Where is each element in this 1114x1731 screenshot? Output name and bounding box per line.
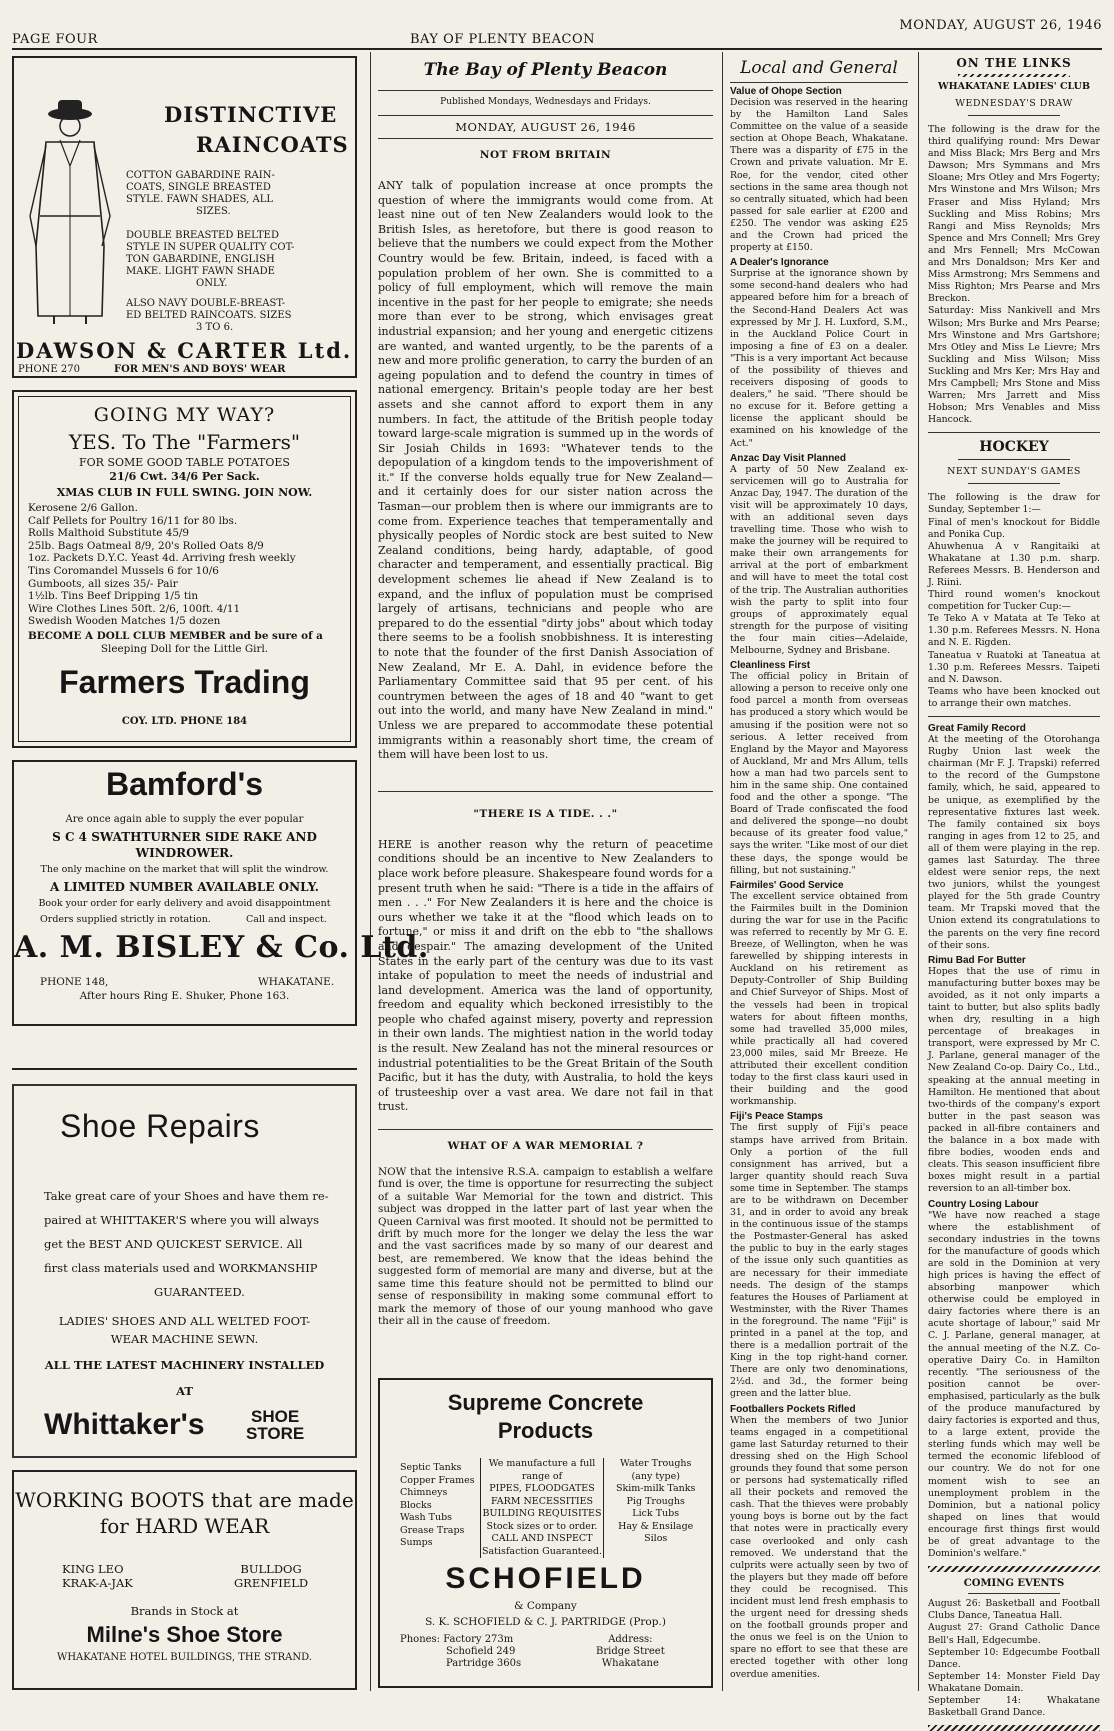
draw-text: Final of men's knockout for Biddle and Ponika Cup. <box>928 516 1100 540</box>
firm-name: Milne's Shoe Store <box>86 1622 283 1647</box>
page-number: PAGE FOUR <box>12 32 98 47</box>
event-item: September 14: Monster Field Day Whakatane Domain. <box>928 1670 1100 1694</box>
ad-text: Sleeping Doll for the Little Girl. <box>100 643 269 655</box>
ad-text: LADIES' SHOES AND ALL WELTED FOOT- <box>58 1314 311 1328</box>
ad-text: S C 4 SWATHTURNER SIDE RAKE AND <box>52 830 317 844</box>
ad-text: FOR SOME GOOD TABLE POTATOES <box>79 456 290 469</box>
column-rule <box>918 52 919 1691</box>
news-heading: Country Losing Labour <box>928 1198 1039 1210</box>
ad-text: Brands in Stock at <box>130 1604 239 1618</box>
ad-headline: DISTINCTIVE <box>164 102 338 127</box>
phone: PHONE 270 <box>18 364 80 375</box>
ad-headline: RAINCOATS <box>196 132 349 157</box>
news-paragraph: Surprise at the ignorance shown by some second-hand dealers who had appeared before him for a breach of the Second-Hand Dealers Act was expressed by Mr J. H. Luxford, S.M., in the Auckland Police Court in imposing a fine of £3 on a dealer. "This is a very important Act because of the possibility of thieves and receivers disposing of goods to dealers," he said. "There should be no excuse for it. Before getting a license the applicant should be examined on his knowledge of the Act." <box>730 268 908 449</box>
news-items <box>928 723 1100 1560</box>
ad-headline: WORKING BOOTS that are made <box>15 1488 354 1512</box>
news-heading: Value of Ohope Section <box>730 86 842 97</box>
ad-headline: YES. To The "Farmers" <box>68 430 301 454</box>
ad-text: The only machine on the market that will split the windrow. <box>40 864 329 875</box>
news-paragraph: A party of 50 New Zealand ex-servicemen will go to Australia for Anzac Day, 1947. The duration of the visit will be approximately 10 days, with an additional seven days travelling time. Those who wish to make the journey will be required to make their own arrangements for arrival at the port of embarkment and will have to meet the total cost of the trip. The Australian authorities wish the party to split into four groups of approximately equal strength for the purpose of visiting the four main cities—Adelaide, Melbourne, Sydney and Brisbane. <box>730 463 908 657</box>
ad-text: AT <box>176 1384 193 1398</box>
ad-headline: GOING MY WAY? <box>93 404 276 426</box>
news-paragraph: When the members of two Junior teams engaged in a competitional game last Saturday returned to their dressing shed on the High School grounds they found that some person or persons had systematically rifled all their pockets and removed the cash. That the thieves were probably young boys is borne out by the fact that notes were in practically every case overlooked and only cash removed. We understand that the culprits were actually seen by two of the players but they made off before they could be recognised. This incident must lend fresh emphasis to the urgent need for dressing sheds on the football grounds proper and the onus we feel is on the Union to spare no effort to see that these are erected together with other long overdue amenities. <box>730 1414 908 1680</box>
ad-text: Book your order for early delivery and avoid disappointment <box>38 898 331 909</box>
section-title: HOCKEY <box>979 439 1049 456</box>
page-header <box>12 18 1102 50</box>
ad-text: COTTON GABARDINE RAIN- COATS, SINGLE BREASTED STYLE. FAWN SHADES, ALL SIZES. <box>126 170 275 217</box>
firm-name: Whittaker's <box>44 1408 205 1441</box>
issue-date: MONDAY, AUGUST 26, 1946 <box>899 18 1102 33</box>
ad-text: & Company <box>514 1600 577 1612</box>
news-heading: Fiji's Peace Stamps <box>730 1111 823 1123</box>
ad-bisley-bamfords <box>12 760 429 1026</box>
section-title: ON THE LINKS <box>956 56 1072 70</box>
subheading: WEDNESDAY'S DRAW <box>955 98 1073 109</box>
brand-list: KING LEO KRAK-A-JAK <box>62 1562 133 1590</box>
draw-text: Saturday: Miss Nankivell and Mrs Wilson; Mrs Burke and Mrs Pearse; Mrs Winstone and Mrs Gartshore; Mrs Otley and Miss Le Lievre; Mrs Suckling and Miss Wilson; Miss Suckling and Mrs Ker; Mrs Hay and Mrs Campbell; Mrs Stone and Miss Warren; Mrs Jarrett and Miss Hobson; Mrs Venables and Miss Hancock. <box>928 305 1100 426</box>
firm-name-suffix: SHOE STORE <box>246 1407 305 1443</box>
draw-text: Teams who have been knocked out to arrange their own matches. <box>928 685 1100 709</box>
event-item: August 26: Basketball and Football Clubs Dance, Taneatua Hall. <box>928 1598 1100 1622</box>
ad-text: Call and inspect. <box>246 914 327 925</box>
ad-headline: Products <box>497 1418 594 1443</box>
news-heading: Great Family Record <box>928 723 1026 735</box>
ad-headline: for HARD WEAR <box>99 1514 270 1538</box>
column-rule <box>370 52 371 1691</box>
news-paragraph: At the meeting of the Otorohanga Rugby Union last week the chairman (Mr F. J. Trapski) referred to the record of the Gumpstone family, which, he said, appeared to be unique, as exemplified by the representative fixtures last week. The family contained six boys ranging in ages from 12 to 25, and all of them were playing in the rep. games last Saturday. The three eldest were senior reps, the next two juniors, whilst the youngest played for the 5th grade Country team. Mr Trapski moved that the Union extend its congratulations to the parents on the very fine record of their sons. <box>928 734 1100 951</box>
news-paragraph: "We have now reached a stage where the establishment of secondary industries in the towns for the manufacture of goods which are sold in the Dominion at very high prices is having the effect of absorbing manpower which otherwise could be employed in dairy factories where there is an acute shortage of labour," said Mr C. J. Parlane, general manager, at the annual meeting of the N.Z. Co-operative Dairy Co. in Hamilton recently. "The seriousness of the position cannot be over-emphasised, particularly as the bulk of the produce manufactured by dairy factories is exported and thus, to a large extent, provide the sterling funds which may well be termed the economic lifeblood of our country. We do not for one moment wish to see an unemployment problem in the Dominion, but a national policy shaped on lines that would encourage first things first would be of great advantage to the Dominion's welfare." <box>928 1209 1100 1560</box>
ad-text: ALSO NAVY DOUBLE-BREAST- ED BELTED RAINCOATS. SIZES 3 TO 6. <box>126 298 292 333</box>
events-list <box>928 1598 1100 1719</box>
phone-list: Phones: Factory 273m Schofield 249 Partridge 360s <box>400 1634 522 1669</box>
subheading: NEXT SUNDAY'S GAMES <box>947 466 1081 478</box>
tagline: FOR MEN'S AND BOYS' WEAR <box>114 364 286 375</box>
editorial-heading: "THERE IS A TIDE. . ." <box>473 807 618 820</box>
ad-dawson-carter <box>12 56 357 378</box>
news-heading: Rimu Bad For Butter <box>928 954 1026 966</box>
section-title: COMING EVENTS <box>963 1578 1065 1590</box>
ad-text: Take great care of your Shoes and have them re- paired at WHITTAKER'S where you will always get the BEST AND QUICKEST SERVICE. All first class materials used and WORKMANSHIP GUARANTEED. <box>44 1189 329 1299</box>
draw-text: The following is the draw for the third qualifying round: Mrs Dewar and Miss Black; Mrs Berg and Mrs Dawson; Mrs Symmans and Mrs Sloane; Mrs Otley and Mrs Fogerty; Mrs Winstone and Mrs Wilson; Mrs Fraser and Miss Hyland; Mrs Suckling and Miss Robins; Mrs Rangi and Miss Reynolds; Mrs Spence and Mrs Connell; Mrs Grey and Mrs Fennell; Mrs McCowan and Mrs Donaldson; Mrs Ker and Miss Armstrong; Mrs Semmens and Miss Righton; Mrs Pearse and Mrs Breckon. <box>928 124 1100 305</box>
news-heading: Footballers Pockets Rifled <box>730 1403 856 1415</box>
ad-milnes-shoe-store <box>12 1470 357 1690</box>
news-paragraph: The official policy in Britain of allowing a person to receive only one food parcel a month from overseas has produced a story which would be amusing if the position were not so serious. A letter received from England by the Mayor and Mayoress of Auckland, Mr and Mrs Allum, tells how a man had two parcels sent to him in the same ship. One contained food and the other a sponge. "The Board of Trade confiscated the food and delivered the sponge—no doubt because of its greater food value," says the writer. "Like most of our diet these days, the sponge would be filling, but not sustaining." <box>730 671 908 876</box>
firm-name: SCHOFIELD <box>445 1562 646 1595</box>
draw-text: The following is the draw for Sunday, September 1:— <box>928 492 1100 516</box>
editorial-column <box>378 52 713 1402</box>
publication-note: Published Mondays, Wednesdays and Fridays. <box>440 97 651 107</box>
firm-name: Farmers Trading <box>59 664 310 700</box>
ad-text: Are once again able to supply the ever popular <box>65 814 304 825</box>
sports-column <box>928 52 1100 1719</box>
town: WHAKATANE. <box>258 976 335 988</box>
news-paragraph: Hopes that the use of rimu in manufacturing butter boxes may be avoided, as it not only imparts a taint to butter, but also splits badly when dry, resulting in a high percentage of breakages in transport, were expressed by Mr C. J. Parlane, general manager of the New Zealand Co-op. Dairy Co., Ltd., speaking at the annual meeting in Hamilton. He mentioned that about two-thirds of the company's export butter in the past season was packed in all-fibre containers and the balance in a box made with fibre bodies, wooden ends and cleats. This season insufficient fibre boxes might result in a partial reversion to an all-timber box. <box>928 965 1100 1195</box>
firm-address: WHAKATANE HOTEL BUILDINGS, THE STRAND. <box>57 1652 312 1663</box>
ad-text: BECOME A DOLL CLUB MEMBER and be sure of a <box>28 630 323 642</box>
editorial-paragraph: ANY talk of population increase at once prompts the question of where the immigrants would come from. At least nine out of ten New Zealanders would look to the British Isles, as heretofore, but there is good reason to believe that the numbers we could expect from the Mother Country would be few. Britain, indeed, is faced with a population problem of her own. She is committed to a policy of full employment, which will remove the main incentive in the past for her people to emigrate; she needs more than ever to be strong, which envisages great industrial expansion; and her young and energetic citizens are wanted, and wanted urgently, to be the parents of a new and more prolific generation, to carry the burden of an ageing population and to defend the country in times of national emergency. Britain's people today are her best assets and she cannot afford to export them in any numbers. In fact, the attitude of the British people today toward large-scale migration is summed up in the words of Sir Josiah Childs in 1693: "Whatever tends to the depopulation of a kingdom tends to the impoverishment of it." If the converse holds equally true for New Zealand—and it certainly does for our sister nation across the Tasman—our problem then is where our immigrants are to come from. Experience teaches that temperamentally and physically peoples of Nordic stock are best suited to New Zealand conditions, being hardy, adaptable, of good character and temperament, and essentially practical. Big development schemes lie ahead if New Zealand is to expand, and the influx of population must be comprised largely of artisans, technicians and people who are prepared to do the essential "dirty jobs" about which today there seems to be a foolish snobbishness. It is interesting to note that the founder of the first Danish Association of New Zealand, Mr E. A. Dahl, in evidence before the Parliamentary Committee said that 95 per cent. of his countrymen between the ages of 18 and 40 "want to get out into the world, and many have New Zealand in mind." Unless we are prepared to accommodate these potential immigrants within a reasonably short time, the cream of them will have been lost to us. <box>378 179 713 762</box>
ad-text: Orders supplied strictly in rotation. <box>40 914 211 925</box>
firm-footer: COY. LTD. PHONE 184 <box>121 716 248 727</box>
event-item: September 10: Edgecumbe Football Dance. <box>928 1646 1100 1670</box>
ad-headline: Supreme Concrete <box>447 1390 644 1415</box>
club-name: WHAKATANE LADIES' CLUB <box>938 81 1090 92</box>
draw-text: Te Teko A v Matata at Te Teko at 1.30 p.m. Referees Messrs. N. Hona and N. E. Rigden. <box>928 613 1100 649</box>
man-in-raincoat-illustration <box>24 96 116 326</box>
ad-text: ALL THE LATEST MACHINERY INSTALLED <box>44 1358 325 1372</box>
section-title: Local and General <box>740 58 898 78</box>
ad-text: A LIMITED NUMBER AVAILABLE ONLY. <box>50 880 319 894</box>
draw-text: Ahuwhenua A v Rangitaiki at Whakatane at 1.30 p.m. sharp. Referees Messrs. B. Henderson and J. Riini. <box>928 540 1100 588</box>
news-paragraph: Decision was reserved in the hearing by the Hamilton Land Sales Committee on the value of a seaside section at Ohope Beach, Whakatane. There was a disparity of £75 in the Crown and private valuation. Mr E. Roe, for the vendor, cited other sections in the same area though not so centrally situated, which had been passed for sale earlier at £200 and £250. The vendor was asking £25 and the Crown had priced the property at £150. <box>730 97 908 254</box>
price-list: Kerosene 2/6 Gallon. Calf Pellets for Poultry 16/11 for 80 lbs. Rolls Malthoid Substitute 45/9 25lb. Bags Oatmeal 8/9, 20's Rolled Oats 8/9 1oz. Packets D.Y.C. Yeast 4d. Arriving fresh weekly Tins Coromandel Mussels 6 for 10/6 Gumboots, all sizes 35/- Pair 1½lb. Tins Beef Dripping 1/5 tin Wire Clothes Lines 50ft. 2/6, 100ft. 4/11 Swedish Wooden Matches 1/5 dozen <box>28 502 296 628</box>
ad-text: XMAS CLUB IN FULL SWING. JOIN NOW. <box>56 486 313 499</box>
brand-list: BULLDOG GRENFIELD <box>234 1562 309 1590</box>
editorial-paragraph: HERE is another reason why the return of peacetime conditions should be an incentive to New Zealanders to place work before pleasure. Shakespeare found words for a present truth when he said: "There is a tide in the affairs of men . . ." For New Zealanders it is here and the choice is ours whether we take it at the "flood which leads on to fortune," or miss it and drift on the ebb to "the shallows and despair." The amazing development of the United States in the early part of the century was due to its vast intake of population to meet the needs of industrial and land development. America was the land of opportunity, freedom and equality which beckoned irresistibly to the people who chafed against misery, poverty and repression in their own lands. The mightiest nation in the world today is the result. New Zealand has not the mineral resources or industrial potentialities to be the Great Britain of the South Pacific, but it has the duty, with Australia, to hold the keys of trusteeship over a vast area. We dare not fail in that trust. <box>378 837 713 1114</box>
masthead: The Bay of Plenty Beacon <box>423 60 668 80</box>
phone: PHONE 148, <box>40 976 109 988</box>
ad-whittakers-shoe-repairs <box>12 1084 357 1458</box>
news-heading: A Dealer's Ignorance <box>730 257 829 269</box>
ad-text: 21/6 Cwt. 34/6 Per Sack. <box>109 470 260 483</box>
editorial-paragraph: NOW that the intensive R.S.A. campaign to establish a welfare fund is over, the time is opportune for resurrecting the subject of a suitable War Memorial for the town and district. This subject was dropped in the latter part of last year when the Queen Carnival was first mooted. It should not be permitted to drift by much more for the longer we delay the less the war and the vast sacrifices made by so many of our dearest and best, are remembered. We know that the ideas behind the suggested form of memorial are many and diverse, but at the same time this feature should not be permitted to blind our sense of responsibility in making some communal effort to mark the memory of those of our young manhood who gave their all in the cause of freedom. <box>378 1166 713 1327</box>
editorial-heading: WHAT OF A WAR MEMORIAL ? <box>447 1140 644 1153</box>
news-heading: Anzac Day Visit Planned <box>730 452 846 464</box>
product-list-middle: We manufacture a full range of PIPES, FLOODGATES FARM NECESSITIES BUILDING REQUISITES Stock sizes or to order. CALL AND INSPECT Satisfaction Guaranteed. <box>480 1458 604 1558</box>
brand-name: Bamford's <box>106 766 263 802</box>
local-and-general-column <box>730 52 908 1692</box>
ad-text: After hours Ring E. Shuker, Phone 163. <box>79 990 290 1002</box>
address: Address: Bridge Street Whakatane <box>596 1634 665 1669</box>
news-heading: Fairmiles' Good Service <box>730 879 844 891</box>
product-list-right: Water Troughs (any type) Skim-milk Tanks Pig Troughs Lick Tubs Hay & Ensilage Silos <box>616 1458 696 1544</box>
firm-name: A. M. BISLEY & Co. Ltd. <box>14 930 429 965</box>
news-paragraph: The first supply of Fiji's peace stamps have arrived from Britain. Only a portion of the full consignment has arrived, but a larger quantity should reach Suva some time in September. The stamps are to be withdrawn on December 31, and in order to avoid any break in the continuous issue of the stamps the Postmaster-General has asked the public to buy in the early stages of the issue only such quantities as are necessary for their immediate needs. The design of the stamps features the Houses of Parliament at Westminster, with the River Thames in the foreground. The name "Fiji" is printed in a panel at the top, and there is a medallion portrait of the King in the top right-hand corner. There are only two denominations, 2½d. and 3d., the former being green and the latter blue. <box>730 1122 908 1400</box>
ad-text: S. K. SCHOFIELD & C. J. PARTRIDGE (Prop.) <box>425 1616 666 1628</box>
ad-text: DOUBLE BREASTED BELTED STYLE IN SUPER QUALITY COT- TON GABARDINE, ENGLISH MAKE. LIGHT FAWN SHADE ONLY. <box>126 230 295 289</box>
ad-farmers-trading <box>12 390 357 748</box>
divider <box>12 1068 357 1070</box>
ad-text: WINDROWER. <box>135 846 234 860</box>
editorial-date: MONDAY, AUGUST 26, 1946 <box>455 120 636 134</box>
ad-headline: Shoe Repairs <box>60 1108 260 1144</box>
draw-text: Third round women's knockout competition for Tucker Cup:— <box>928 589 1100 613</box>
ad-schofield-concrete <box>378 1378 713 1688</box>
news-paragraph: The excellent service obtained from the Fairmiles built in the Dominion during the war for use in the Pacific was referred to recently by Mr G. E. Breeze, of Wellington, when he was farewelled by shipping interests in Auckland on his retirement as Deputy-Controller of Ship Building and Chief Surveyor of Ships. Most of the vessels had been in tropical waters for about fifteen months, some had travelled 35,000 miles, while practically all had covered 23,000 miles, said Mr Breeze. He attributed their excellent condition today to the first class kauri used in their building and the good workmanship. <box>730 890 908 1108</box>
draw-text: Taneatua v Ruatoki at Taneatua at 1.30 p.m. Referees Messrs. Taipeti and N. Dawson. <box>928 649 1100 685</box>
product-list-left: Septic Tanks Copper Frames Chimneys Blocks Wash Tubs Grease Traps Sumps <box>400 1462 475 1548</box>
paper-title: BAY OF PLENTY BEACON <box>410 32 595 47</box>
ad-text: WEAR MACHINE SEWN. <box>110 1332 259 1346</box>
news-items <box>730 86 908 1681</box>
firm-name: DAWSON & CARTER Ltd. <box>16 338 353 363</box>
news-heading: Cleanliness First <box>730 660 811 672</box>
editorial-heading: NOT FROM BRITAIN <box>479 149 612 161</box>
column-rule <box>722 52 723 1691</box>
event-item: September 14: Whakatane Basketball Grand Dance. <box>928 1694 1100 1719</box>
event-item: August 27: Grand Catholic Dance Bell's Hall, Edgecumbe. <box>928 1622 1100 1646</box>
